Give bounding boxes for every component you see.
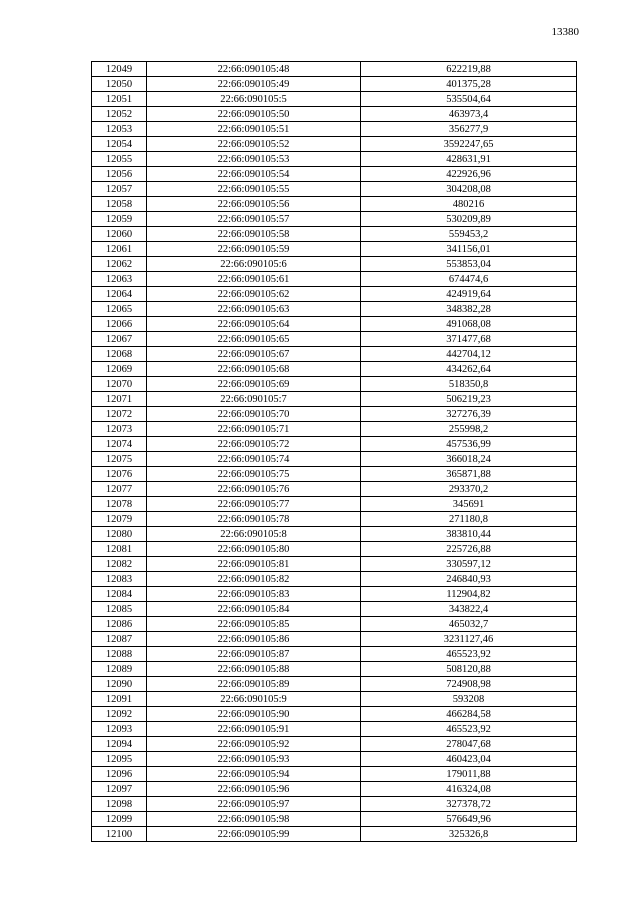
cadastral-number-cell: 22:66:090105:61 [147,272,361,287]
row-number-cell: 12098 [92,797,147,812]
row-number-cell: 12065 [92,302,147,317]
row-number-cell: 12080 [92,527,147,542]
cadastral-value-cell: 416324,08 [361,782,577,797]
row-number-cell: 12086 [92,617,147,632]
cadastral-value-cell: 356277,9 [361,122,577,137]
cadastral-value-cell: 3592247,65 [361,137,577,152]
table-row [92,782,577,797]
cadastral-value-cell: 304208,08 [361,182,577,197]
cadastral-number-cell: 22:66:090105:90 [147,707,361,722]
cadastral-number-cell: 22:66:090105:9 [147,692,361,707]
table-row [92,602,577,617]
table-row [92,182,577,197]
cadastral-value-cell: 343822,4 [361,602,577,617]
cadastral-value-cell: 341156,01 [361,242,577,257]
row-number-cell: 12095 [92,752,147,767]
cadastral-value-cell: 530209,89 [361,212,577,227]
cadastral-number-cell: 22:66:090105:71 [147,422,361,437]
cadastral-number-cell: 22:66:090105:96 [147,782,361,797]
cadastral-value-cell: 255998,2 [361,422,577,437]
table-row [92,632,577,647]
cadastral-number-cell: 22:66:090105:87 [147,647,361,662]
cadastral-value-cell: 724908,98 [361,677,577,692]
cadastral-value-cell: 428631,91 [361,152,577,167]
row-number-cell: 12049 [92,62,147,77]
table-row [92,362,577,377]
table-row [92,107,577,122]
cadastral-number-cell: 22:66:090105:56 [147,197,361,212]
cadastral-number-cell: 22:66:090105:50 [147,107,361,122]
cadastral-value-cell: 559453,2 [361,227,577,242]
table-row [92,752,577,767]
row-number-cell: 12083 [92,572,147,587]
cadastral-number-cell: 22:66:090105:55 [147,182,361,197]
table-row [92,797,577,812]
cadastral-value-table [91,61,577,842]
table-row [92,167,577,182]
table-row [92,767,577,782]
cadastral-value-cell: 401375,28 [361,77,577,92]
cadastral-number-cell: 22:66:090105:68 [147,362,361,377]
table-row [92,317,577,332]
cadastral-value-cell: 466284,58 [361,707,577,722]
cadastral-value-cell: 225726,88 [361,542,577,557]
row-number-cell: 12056 [92,167,147,182]
cadastral-value-cell: 3231127,46 [361,632,577,647]
cadastral-value-cell: 325326,8 [361,827,577,842]
cadastral-value-cell: 271180,8 [361,512,577,527]
cadastral-number-cell: 22:66:090105:89 [147,677,361,692]
table-row [92,617,577,632]
cadastral-value-cell: 553853,04 [361,257,577,272]
cadastral-value-cell: 518350,8 [361,377,577,392]
row-number-cell: 12091 [92,692,147,707]
cadastral-number-cell: 22:66:090105:59 [147,242,361,257]
cadastral-number-cell: 22:66:090105:72 [147,437,361,452]
cadastral-value-cell: 593208 [361,692,577,707]
table-row [92,152,577,167]
row-number-cell: 12084 [92,587,147,602]
cadastral-number-cell: 22:66:090105:69 [147,377,361,392]
table-row [92,512,577,527]
cadastral-value-cell: 506219,23 [361,392,577,407]
row-number-cell: 12100 [92,827,147,842]
cadastral-value-cell: 491068,08 [361,317,577,332]
cadastral-number-cell: 22:66:090105:67 [147,347,361,362]
table-row [92,197,577,212]
cadastral-value-cell: 465523,92 [361,722,577,737]
table-row [92,377,577,392]
cadastral-value-cell: 327276,39 [361,407,577,422]
cadastral-value-cell: 457536,99 [361,437,577,452]
cadastral-number-cell: 22:66:090105:81 [147,557,361,572]
table-row [92,287,577,302]
table-row [92,62,577,77]
row-number-cell: 12060 [92,227,147,242]
row-number-cell: 12052 [92,107,147,122]
cadastral-value-cell: 383810,44 [361,527,577,542]
cadastral-number-cell: 22:66:090105:49 [147,77,361,92]
cadastral-number-cell: 22:66:090105:78 [147,512,361,527]
table-row [92,437,577,452]
table-row [92,542,577,557]
table-row [92,722,577,737]
cadastral-number-cell: 22:66:090105:64 [147,317,361,332]
table-row [92,422,577,437]
table-row [92,407,577,422]
row-number-cell: 12055 [92,152,147,167]
row-number-cell: 12071 [92,392,147,407]
table-row [92,92,577,107]
cadastral-number-cell: 22:66:090105:82 [147,572,361,587]
table-row [92,587,577,602]
table-row [92,827,577,842]
cadastral-number-cell: 22:66:090105:76 [147,482,361,497]
row-number-cell: 12066 [92,317,147,332]
row-number-cell: 12075 [92,452,147,467]
table-row [92,392,577,407]
row-number-cell: 12089 [92,662,147,677]
table-row [92,212,577,227]
cadastral-number-cell: 22:66:090105:88 [147,662,361,677]
table-row [92,662,577,677]
cadastral-number-cell: 22:66:090105:54 [147,167,361,182]
table-row [92,497,577,512]
cadastral-number-cell: 22:66:090105:74 [147,452,361,467]
cadastral-number-cell: 22:66:090105:5 [147,92,361,107]
table-row [92,812,577,827]
cadastral-number-cell: 22:66:090105:91 [147,722,361,737]
cadastral-number-cell: 22:66:090105:6 [147,257,361,272]
row-number-cell: 12058 [92,197,147,212]
row-number-cell: 12096 [92,767,147,782]
cadastral-value-cell: 463973,4 [361,107,577,122]
row-number-cell: 12094 [92,737,147,752]
cadastral-value-cell: 480216 [361,197,577,212]
row-number-cell: 12059 [92,212,147,227]
cadastral-value-cell: 465523,92 [361,647,577,662]
row-number-cell: 12097 [92,782,147,797]
cadastral-number-cell: 22:66:090105:97 [147,797,361,812]
cadastral-value-cell: 366018,24 [361,452,577,467]
cadastral-value-cell: 674474,6 [361,272,577,287]
table-row [92,692,577,707]
cadastral-number-cell: 22:66:090105:92 [147,737,361,752]
table-row [92,467,577,482]
cadastral-number-cell: 22:66:090105:7 [147,392,361,407]
cadastral-number-cell: 22:66:090105:77 [147,497,361,512]
table-row [92,137,577,152]
row-number-cell: 12078 [92,497,147,512]
row-number-cell: 12093 [92,722,147,737]
cadastral-number-cell: 22:66:090105:75 [147,467,361,482]
row-number-cell: 12061 [92,242,147,257]
table-row [92,677,577,692]
cadastral-value-cell: 278047,68 [361,737,577,752]
cadastral-number-cell: 22:66:090105:83 [147,587,361,602]
cadastral-value-cell: 371477,68 [361,332,577,347]
row-number-cell: 12088 [92,647,147,662]
row-number-cell: 12062 [92,257,147,272]
cadastral-value-cell: 622219,88 [361,62,577,77]
row-number-cell: 12073 [92,422,147,437]
row-number-cell: 12092 [92,707,147,722]
row-number-cell: 12076 [92,467,147,482]
table-row [92,647,577,662]
row-number-cell: 12064 [92,287,147,302]
table-row [92,122,577,137]
cadastral-number-cell: 22:66:090105:85 [147,617,361,632]
table-row [92,332,577,347]
cadastral-number-cell: 22:66:090105:99 [147,827,361,842]
row-number-cell: 12067 [92,332,147,347]
cadastral-value-cell: 576649,96 [361,812,577,827]
cadastral-value-cell: 422926,96 [361,167,577,182]
cadastral-value-cell: 434262,64 [361,362,577,377]
cadastral-value-cell: 246840,93 [361,572,577,587]
cadastral-number-cell: 22:66:090105:94 [147,767,361,782]
table-row [92,302,577,317]
row-number-cell: 12099 [92,812,147,827]
row-number-cell: 12069 [92,362,147,377]
row-number-cell: 12050 [92,77,147,92]
cadastral-value-cell: 465032,7 [361,617,577,632]
row-number-cell: 12051 [92,92,147,107]
cadastral-value-cell: 424919,64 [361,287,577,302]
row-number-cell: 12077 [92,482,147,497]
cadastral-number-cell: 22:66:090105:98 [147,812,361,827]
cadastral-value-cell: 508120,88 [361,662,577,677]
cadastral-number-cell: 22:66:090105:70 [147,407,361,422]
cadastral-value-cell: 348382,28 [361,302,577,317]
table-row [92,242,577,257]
row-number-cell: 12054 [92,137,147,152]
table-row [92,572,577,587]
row-number-cell: 12074 [92,437,147,452]
row-number-cell: 12053 [92,122,147,137]
cadastral-number-cell: 22:66:090105:8 [147,527,361,542]
cadastral-value-cell: 442704,12 [361,347,577,362]
cadastral-number-cell: 22:66:090105:84 [147,602,361,617]
cadastral-value-cell: 460423,04 [361,752,577,767]
table-row [92,272,577,287]
cadastral-number-cell: 22:66:090105:51 [147,122,361,137]
cadastral-number-cell: 22:66:090105:86 [147,632,361,647]
table-row [92,77,577,92]
table-row [92,527,577,542]
row-number-cell: 12090 [92,677,147,692]
row-number-cell: 12081 [92,542,147,557]
cadastral-number-cell: 22:66:090105:57 [147,212,361,227]
cadastral-value-cell: 327378,72 [361,797,577,812]
cadastral-number-cell: 22:66:090105:63 [147,302,361,317]
cadastral-number-cell: 22:66:090105:52 [147,137,361,152]
table-row [92,452,577,467]
row-number-cell: 12063 [92,272,147,287]
row-number-cell: 12072 [92,407,147,422]
table-row [92,227,577,242]
cadastral-value-cell: 112904,82 [361,587,577,602]
cadastral-number-cell: 22:66:090105:48 [147,62,361,77]
cadastral-number-cell: 22:66:090105:58 [147,227,361,242]
table-row [92,347,577,362]
row-number-cell: 12082 [92,557,147,572]
row-number-cell: 12070 [92,377,147,392]
table-row [92,482,577,497]
row-number-cell: 12057 [92,182,147,197]
cadastral-value-cell: 365871,88 [361,467,577,482]
cadastral-value-cell: 345691 [361,497,577,512]
table-row [92,257,577,272]
table-row [92,707,577,722]
cadastral-value-cell: 330597,12 [361,557,577,572]
row-number-cell: 12087 [92,632,147,647]
cadastral-number-cell: 22:66:090105:65 [147,332,361,347]
cadastral-value-cell: 535504,64 [361,92,577,107]
cadastral-value-cell: 179011,88 [361,767,577,782]
row-number-cell: 12085 [92,602,147,617]
table-row [92,737,577,752]
table-row [92,557,577,572]
cadastral-number-cell: 22:66:090105:53 [147,152,361,167]
cadastral-number-cell: 22:66:090105:62 [147,287,361,302]
page-number: 13380 [551,26,579,38]
table-body [92,62,577,842]
row-number-cell: 12068 [92,347,147,362]
cadastral-number-cell: 22:66:090105:93 [147,752,361,767]
row-number-cell: 12079 [92,512,147,527]
cadastral-value-cell: 293370,2 [361,482,577,497]
cadastral-number-cell: 22:66:090105:80 [147,542,361,557]
